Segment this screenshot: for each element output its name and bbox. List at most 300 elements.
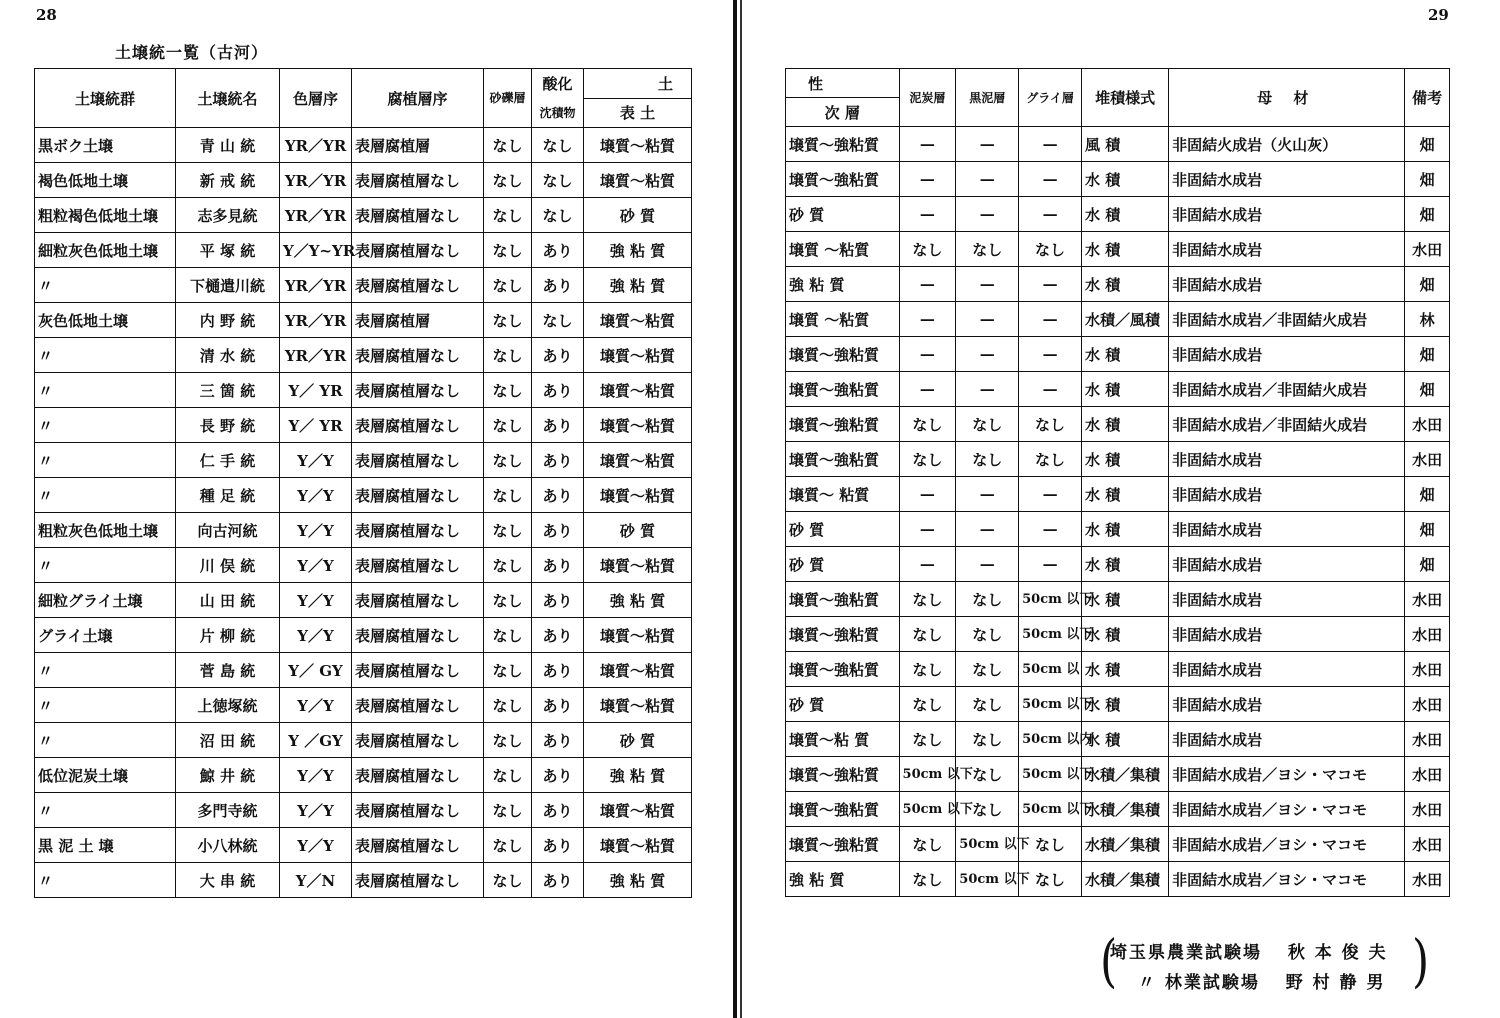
cell-peat: —: [899, 547, 956, 582]
cell-peat: なし: [899, 582, 956, 617]
cell-gravel: なし: [484, 303, 532, 338]
cell-oxide: あり: [532, 268, 584, 303]
cell-deposition: 水 積: [1081, 407, 1168, 442]
cell-humus: 表層腐植層なし: [352, 338, 484, 373]
cell-oxide: あり: [532, 233, 584, 268]
cell-gravel: なし: [484, 338, 532, 373]
table-row: [786, 127, 1450, 162]
cell-color: Y／ YR: [280, 408, 352, 443]
table-row: [786, 267, 1450, 302]
cell-topsoil: 壌質～粘質: [584, 303, 692, 338]
cell-parent: 非固結水成岩: [1169, 197, 1405, 232]
cell-gravel: なし: [484, 373, 532, 408]
table-row: [35, 513, 692, 548]
soil-table-left: [34, 68, 692, 898]
cell-gravel: なし: [484, 723, 532, 758]
cell-peat: なし: [899, 407, 956, 442]
cell-muck: —: [956, 547, 1019, 582]
cell-color: YR／YR: [280, 268, 352, 303]
cell-color: Y／N: [280, 863, 352, 898]
cell-gravel: なし: [484, 198, 532, 233]
table-row: [35, 443, 692, 478]
cell-group: 〃: [35, 723, 176, 758]
cell-subsoil: 壌質～強粘質: [786, 757, 900, 792]
cell-series: 内 野 統: [176, 303, 280, 338]
cell-deposition: 水 積: [1081, 267, 1168, 302]
cell-note: 畑: [1405, 512, 1450, 547]
cell-humus: 表層腐植層: [352, 128, 484, 163]
cell-topsoil: 壌質～粘質: [584, 548, 692, 583]
cell-humus: 表層腐植層なし: [352, 653, 484, 688]
cell-note: 水田: [1405, 722, 1450, 757]
cell-series: 川 俣 統: [176, 548, 280, 583]
cell-subsoil: 砂 質: [786, 547, 900, 582]
cell-color: Y／Y: [280, 828, 352, 863]
cell-peat: 50cm 以下: [899, 757, 956, 792]
cell-series: 片 柳 統: [176, 618, 280, 653]
cell-peat: なし: [899, 652, 956, 687]
cell-group: 〃: [35, 793, 176, 828]
cell-subsoil: 壌質～粘 質: [786, 722, 900, 757]
cell-topsoil: 砂 質: [584, 513, 692, 548]
cell-gravel: なし: [484, 758, 532, 793]
cell-peat: なし: [899, 722, 956, 757]
cell-humus: 表層腐植層なし: [352, 163, 484, 198]
cell-oxide: あり: [532, 688, 584, 723]
cell-muck: なし: [956, 652, 1019, 687]
cell-color: Y／Y: [280, 758, 352, 793]
cell-note: 畑: [1405, 267, 1450, 302]
book-spine-shadow: [740, 0, 742, 1018]
cell-parent: 非固結水成岩: [1169, 442, 1405, 477]
table-row: [35, 828, 692, 863]
cell-gley: —: [1019, 162, 1082, 197]
cell-oxide: なし: [532, 198, 584, 233]
cell-parent: 非固結水成岩: [1169, 477, 1405, 512]
cell-humus: 表層腐植層なし: [352, 793, 484, 828]
cell-gravel: なし: [484, 513, 532, 548]
cell-topsoil: 壌質～粘質: [584, 653, 692, 688]
table-row: [786, 757, 1450, 792]
cell-peat: —: [899, 337, 956, 372]
table-row: [786, 162, 1450, 197]
cell-group: 灰色低地土壌: [35, 303, 176, 338]
cell-deposition: 水 積: [1081, 162, 1168, 197]
cell-deposition: 風 積: [1081, 127, 1168, 162]
header-humus: 腐植層序: [352, 69, 484, 128]
cell-subsoil: 壌質～強粘質: [786, 827, 900, 862]
table-row: [786, 652, 1450, 687]
cell-muck: —: [956, 337, 1019, 372]
cell-series: 志多見統: [176, 198, 280, 233]
cell-note: 水田: [1405, 757, 1450, 792]
table-row: [786, 477, 1450, 512]
cell-muck: —: [956, 302, 1019, 337]
table-row: [786, 792, 1450, 827]
cell-gravel: なし: [484, 688, 532, 723]
cell-muck: 50cm 以下: [956, 827, 1019, 862]
cell-note: 水田: [1405, 232, 1450, 267]
cell-group: 〃: [35, 338, 176, 373]
cell-color: Y／Y: [280, 513, 352, 548]
cell-group: 黒 泥 土 壌: [35, 828, 176, 863]
cell-gravel: なし: [484, 233, 532, 268]
cell-note: 水田: [1405, 862, 1450, 897]
cell-parent: 非固結水成岩: [1169, 547, 1405, 582]
cell-peat: 50cm 以下: [899, 792, 956, 827]
cell-color: Y／Y: [280, 688, 352, 723]
cell-color: Y／ GY: [280, 653, 352, 688]
cell-topsoil: 砂 質: [584, 198, 692, 233]
cell-humus: 表層腐植層なし: [352, 758, 484, 793]
cell-group: 細粒グライ土壌: [35, 583, 176, 618]
cell-humus: 表層腐植層なし: [352, 268, 484, 303]
table-row: [786, 407, 1450, 442]
cell-series: 青 山 統: [176, 128, 280, 163]
cell-color: Y／Y~YR: [280, 233, 352, 268]
cell-group: 〃: [35, 688, 176, 723]
cell-note: 畑: [1405, 197, 1450, 232]
cell-deposition: 水積／集積: [1081, 757, 1168, 792]
cell-humus: 表層腐植層なし: [352, 828, 484, 863]
header-gley: グライ層: [1019, 69, 1082, 127]
cell-gley: 50cm 以内: [1019, 722, 1082, 757]
cell-deposition: 水 積: [1081, 477, 1168, 512]
cell-topsoil: 壌質～粘質: [584, 128, 692, 163]
cell-humus: 表層腐植層なし: [352, 233, 484, 268]
table-row: [786, 722, 1450, 757]
header-color: 色層序: [280, 69, 352, 128]
cell-note: 水田: [1405, 827, 1450, 862]
cell-topsoil: 強 粘 質: [584, 268, 692, 303]
cell-parent: 非固結水成岩: [1169, 232, 1405, 267]
cell-humus: 表層腐植層なし: [352, 548, 484, 583]
cell-subsoil: 壌質～強粘質: [786, 162, 900, 197]
cell-series: 平 塚 統: [176, 233, 280, 268]
cell-subsoil: 壌質～強粘質: [786, 407, 900, 442]
table-row: [35, 233, 692, 268]
cell-gravel: なし: [484, 583, 532, 618]
bracket-right: ): [1412, 928, 1430, 995]
cell-oxide: あり: [532, 828, 584, 863]
cell-oxide: あり: [532, 863, 584, 898]
cell-topsoil: 壌質～粘質: [584, 793, 692, 828]
cell-color: Y／ YR: [280, 373, 352, 408]
cell-gley: なし: [1019, 232, 1082, 267]
cell-oxide: なし: [532, 128, 584, 163]
cell-gravel: なし: [484, 863, 532, 898]
cell-group: 〃: [35, 548, 176, 583]
cell-muck: —: [956, 372, 1019, 407]
cell-deposition: 水 積: [1081, 617, 1168, 652]
cell-group: 〃: [35, 863, 176, 898]
cell-color: YR／YR: [280, 303, 352, 338]
cell-topsoil: 壌質～粘質: [584, 443, 692, 478]
cell-oxide: あり: [532, 408, 584, 443]
header-oxide-bottom: 沈積物: [532, 98, 584, 128]
cell-group: 〃: [35, 653, 176, 688]
cell-deposition: 水 積: [1081, 337, 1168, 372]
cell-muck: なし: [956, 232, 1019, 267]
cell-subsoil: 壌質～強粘質: [786, 372, 900, 407]
cell-peat: —: [899, 372, 956, 407]
table-row: [35, 758, 692, 793]
cell-group: 〃: [35, 443, 176, 478]
table-row: [35, 303, 692, 338]
table-row: [786, 862, 1450, 897]
cell-parent: 非固結水成岩: [1169, 162, 1405, 197]
cell-topsoil: 砂 質: [584, 723, 692, 758]
cell-series: 長 野 統: [176, 408, 280, 443]
cell-gley: —: [1019, 127, 1082, 162]
cell-gley: —: [1019, 512, 1082, 547]
cell-parent: 非固結水成岩／非固結火成岩: [1169, 302, 1405, 337]
cell-deposition: 水 積: [1081, 442, 1168, 477]
cell-gravel: なし: [484, 618, 532, 653]
cell-peat: —: [899, 512, 956, 547]
cell-gley: 50cm 以: [1019, 652, 1082, 687]
cell-gley: —: [1019, 372, 1082, 407]
table-row: [786, 442, 1450, 477]
table-row: [786, 617, 1450, 652]
cell-topsoil: 壌質～粘質: [584, 478, 692, 513]
table-row: [35, 373, 692, 408]
cell-humus: 表層腐植層なし: [352, 513, 484, 548]
table-row: [35, 478, 692, 513]
cell-topsoil: 壌質～粘質: [584, 828, 692, 863]
cell-group: グライ土壌: [35, 618, 176, 653]
cell-color: YR／YR: [280, 338, 352, 373]
cell-parent: 非固結水成岩: [1169, 652, 1405, 687]
cell-subsoil: 砂 質: [786, 512, 900, 547]
cell-topsoil: 強 粘 質: [584, 863, 692, 898]
cell-topsoil: 壌質～粘質: [584, 373, 692, 408]
cell-muck: —: [956, 267, 1019, 302]
table-row: [35, 198, 692, 233]
cell-series: 三 箇 統: [176, 373, 280, 408]
cell-gley: —: [1019, 267, 1082, 302]
table-row: [35, 723, 692, 758]
cell-series: 小八林統: [176, 828, 280, 863]
cell-muck: なし: [956, 722, 1019, 757]
table-row: [786, 337, 1450, 372]
cell-peat: なし: [899, 827, 956, 862]
header-oxide-top: 酸化: [532, 69, 584, 99]
cell-gley: —: [1019, 337, 1082, 372]
cell-muck: なし: [956, 687, 1019, 722]
header-series: 土壌統名: [176, 69, 280, 128]
table-row: [35, 408, 692, 443]
cell-deposition: 水 積: [1081, 197, 1168, 232]
cell-color: Y ／GY: [280, 723, 352, 758]
cell-gravel: なし: [484, 548, 532, 583]
cell-deposition: 水積／集積: [1081, 827, 1168, 862]
cell-deposition: 水積／集積: [1081, 792, 1168, 827]
cell-parent: 非固結水成岩: [1169, 267, 1405, 302]
cell-deposition: 水 積: [1081, 547, 1168, 582]
cell-humus: 表層腐植層なし: [352, 863, 484, 898]
table-row: [786, 547, 1450, 582]
cell-topsoil: 壌質～粘質: [584, 163, 692, 198]
cell-peat: —: [899, 302, 956, 337]
cell-oxide: あり: [532, 723, 584, 758]
author-name: 野 村 静 男: [1285, 973, 1386, 993]
cell-series: 向古河統: [176, 513, 280, 548]
cell-oxide: なし: [532, 303, 584, 338]
cell-gley: 50cm 以下: [1019, 617, 1082, 652]
cell-topsoil: 強 粘 質: [584, 583, 692, 618]
cell-parent: 非固結水成岩: [1169, 722, 1405, 757]
cell-parent: 非固結水成岩: [1169, 687, 1405, 722]
cell-topsoil: 壌質～粘質: [584, 408, 692, 443]
cell-parent: 非固結水成岩／ヨシ・マコモ: [1169, 862, 1405, 897]
cell-parent: 非固結水成岩: [1169, 337, 1405, 372]
header-deposition: 堆積様式: [1081, 69, 1168, 127]
cell-color: Y／Y: [280, 478, 352, 513]
cell-note: 水田: [1405, 407, 1450, 442]
cell-gravel: なし: [484, 408, 532, 443]
cell-note: 水田: [1405, 687, 1450, 722]
cell-topsoil: 壌質～粘質: [584, 338, 692, 373]
cell-gley: なし: [1019, 827, 1082, 862]
cell-deposition: 水 積: [1081, 722, 1168, 757]
cell-note: 畑: [1405, 547, 1450, 582]
table-row: [35, 163, 692, 198]
cell-oxide: あり: [532, 618, 584, 653]
cell-humus: 表層腐植層なし: [352, 478, 484, 513]
left-page-number: 28: [36, 6, 57, 24]
cell-subsoil: 砂 質: [786, 197, 900, 232]
cell-peat: なし: [899, 617, 956, 652]
cell-peat: なし: [899, 862, 956, 897]
header-texture-top: 土: [584, 69, 692, 99]
cell-deposition: 水 積: [1081, 687, 1168, 722]
bracket-left: (: [1100, 928, 1118, 995]
cell-gley: なし: [1019, 862, 1082, 897]
cell-series: 仁 手 統: [176, 443, 280, 478]
cell-parent: 非固結水成岩／ヨシ・マコモ: [1169, 757, 1405, 792]
cell-muck: なし: [956, 792, 1019, 827]
cell-subsoil: 壌質 ～粘質: [786, 232, 900, 267]
cell-humus: 表層腐植層なし: [352, 583, 484, 618]
header-gravel: 砂礫層: [484, 69, 532, 128]
author-name: 秋 本 俊 夫: [1287, 943, 1388, 963]
cell-topsoil: 強 粘 質: [584, 233, 692, 268]
cell-gley: —: [1019, 477, 1082, 512]
cell-gravel: なし: [484, 163, 532, 198]
cell-deposition: 水 積: [1081, 372, 1168, 407]
header-subsoil: 次 層: [786, 98, 900, 127]
table-row: [35, 618, 692, 653]
table-row: [786, 582, 1450, 617]
cell-muck: —: [956, 127, 1019, 162]
authors-block: [1110, 938, 1388, 998]
cell-note: 水田: [1405, 652, 1450, 687]
cell-humus: 表層腐植層なし: [352, 723, 484, 758]
cell-subsoil: 壌質～ 粘質: [786, 477, 900, 512]
cell-parent: 非固結水成岩／非固結火成岩: [1169, 407, 1405, 442]
cell-muck: なし: [956, 757, 1019, 792]
cell-gley: なし: [1019, 442, 1082, 477]
cell-series: 菅 島 統: [176, 653, 280, 688]
cell-series: 沼 田 統: [176, 723, 280, 758]
cell-humus: 表層腐植層なし: [352, 618, 484, 653]
cell-gravel: なし: [484, 443, 532, 478]
cell-muck: なし: [956, 442, 1019, 477]
cell-note: 水田: [1405, 582, 1450, 617]
cell-humus: 表層腐植層なし: [352, 198, 484, 233]
cell-series: 多門寺統: [176, 793, 280, 828]
cell-deposition: 水 積: [1081, 582, 1168, 617]
cell-group: 〃: [35, 268, 176, 303]
cell-group: 〃: [35, 373, 176, 408]
cell-group: 黒ボク土壌: [35, 128, 176, 163]
cell-color: Y／Y: [280, 548, 352, 583]
cell-oxide: あり: [532, 478, 584, 513]
cell-gravel: なし: [484, 478, 532, 513]
cell-topsoil: 強 粘 質: [584, 758, 692, 793]
cell-note: 水田: [1405, 442, 1450, 477]
cell-group: 細粒灰色低地土壌: [35, 233, 176, 268]
cell-note: 水田: [1405, 617, 1450, 652]
cell-note: 林: [1405, 302, 1450, 337]
cell-oxide: あり: [532, 583, 584, 618]
cell-peat: —: [899, 267, 956, 302]
cell-color: YR／YR: [280, 163, 352, 198]
cell-subsoil: 壌質～強粘質: [786, 617, 900, 652]
cell-series: 新 戒 統: [176, 163, 280, 198]
cell-humus: 表層腐植層: [352, 303, 484, 338]
cell-group: 褐色低地土壌: [35, 163, 176, 198]
header-peat: 泥炭層: [899, 69, 956, 127]
header-parent: 母 材: [1169, 69, 1405, 127]
cell-group: 粗粒灰色低地土壌: [35, 513, 176, 548]
cell-muck: —: [956, 197, 1019, 232]
cell-peat: —: [899, 127, 956, 162]
cell-oxide: あり: [532, 758, 584, 793]
cell-subsoil: 砂 質: [786, 687, 900, 722]
cell-gley: 50cm 以下: [1019, 757, 1082, 792]
cell-deposition: 水積／集積: [1081, 862, 1168, 897]
cell-humus: 表層腐植層なし: [352, 688, 484, 723]
cell-muck: なし: [956, 617, 1019, 652]
table-row: [35, 338, 692, 373]
author-org: 〃 林業試験場: [1137, 973, 1260, 993]
cell-parent: 非固結水成岩: [1169, 582, 1405, 617]
cell-series: 上徳塚統: [176, 688, 280, 723]
cell-note: 畑: [1405, 477, 1450, 512]
cell-series: 清 水 統: [176, 338, 280, 373]
cell-oxide: あり: [532, 338, 584, 373]
cell-deposition: 水 積: [1081, 232, 1168, 267]
cell-oxide: あり: [532, 793, 584, 828]
table-caption: 土壌統一覧（古河）: [115, 43, 269, 62]
table-row: [35, 548, 692, 583]
header-muck: 黒泥層: [956, 69, 1019, 127]
table-row: [35, 128, 692, 163]
cell-oxide: あり: [532, 443, 584, 478]
cell-series: 鯨 井 統: [176, 758, 280, 793]
header-texture-cont: 性: [786, 69, 900, 98]
cell-peat: なし: [899, 232, 956, 267]
table-row: [786, 302, 1450, 337]
cell-group: 〃: [35, 478, 176, 513]
cell-gley: 50cm 以下: [1019, 582, 1082, 617]
cell-subsoil: 壌質～強粘質: [786, 582, 900, 617]
cell-gravel: なし: [484, 128, 532, 163]
cell-subsoil: 壌質～強粘質: [786, 127, 900, 162]
cell-gravel: なし: [484, 268, 532, 303]
